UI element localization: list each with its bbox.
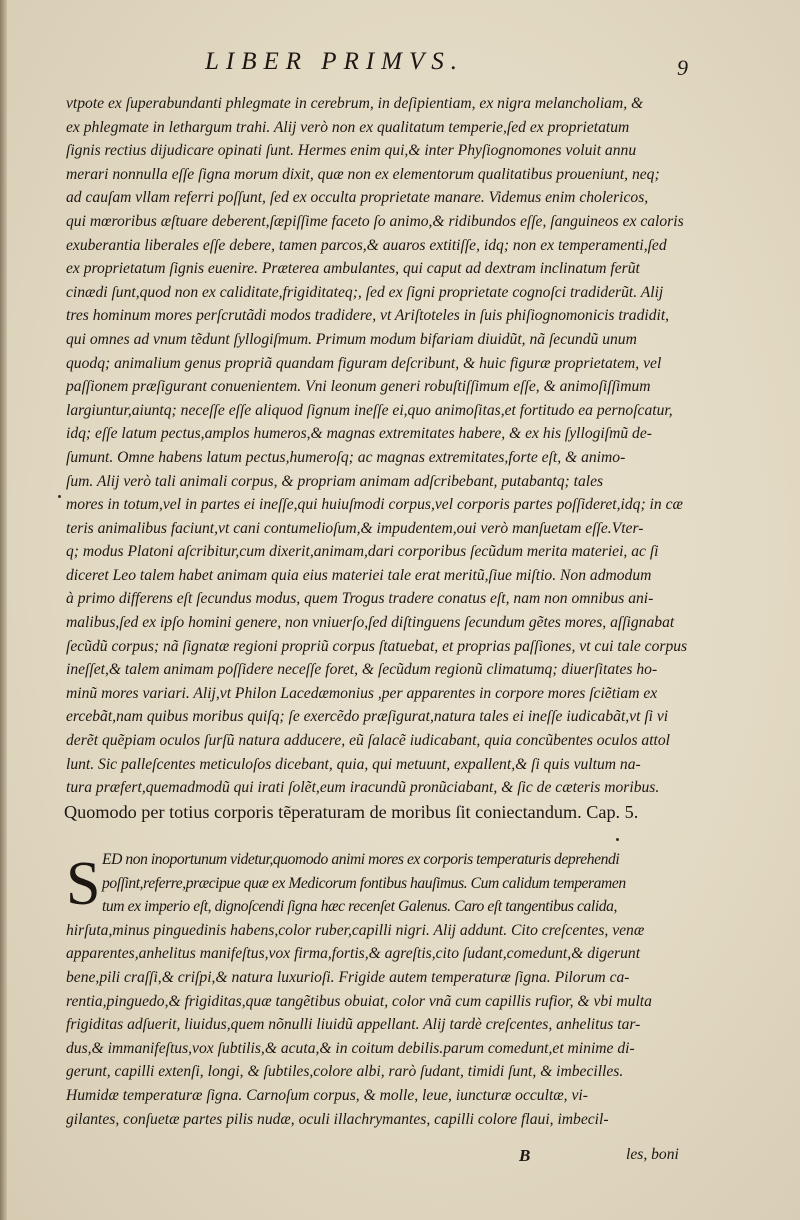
text-line: dus,& immanifeſtus,vox ſubtilis,& acuta,& in coitum debilis.parum comedunt,et minime di- <box>66 1039 635 1057</box>
text-line: lunt. Sic palleſcentes meticuloſos dicebant, quia, qui metuunt, expallent,& ſi quis vultum na- <box>66 755 641 773</box>
text-line: rentia,pinguedo,& frigiditas,quæ tangẽtibus obuiat, color vnã cum capillis rufior, & vbi multa <box>66 992 652 1010</box>
text-line: ED non inoportunum videtur,quomodo animi mores ex corporis temperaturis deprehendi <box>102 851 620 868</box>
text-line: cinædi ſunt,quod non ex caliditate,frigiditateq;, ſed ex ſigni proprietate cognoſci tradiderũt. Alij <box>66 283 664 301</box>
text-line: ſignis rectius dijudicare opinati ſunt. Hermes enim qui,& inter Phyſiognomones voluit annu <box>66 142 637 160</box>
text-line: q; modus Platoni aſcribitur,cum dixerit,animam,dari corporibus ſecũdum merita materiei, ac ſi <box>66 543 659 561</box>
text-line: paſſionem præſigurant conuenientem. Vni leonum generi robuſtiſſimum eſſe, & animoſiſſimum <box>66 378 651 396</box>
text-line: apparentes,anhelitus manifeſtus,vox firma,fortis,& agreſtis,cito ſudant,comedunt,& digerunt <box>66 945 641 963</box>
text-line: hirſuta,minus pinguedinis habens,color ruber,capilli nigri. Alij addunt. Cito creſcentes, venæ <box>66 921 645 939</box>
drop-cap: S <box>66 850 101 918</box>
text-line: poſſint,referre,præcipue quæ ex Medicorum fontibus hauſimus. Cum calidum temperamen <box>102 874 626 892</box>
text-line: gerunt, capilli extenſi, longi, & ſubtiles,colore albi, rarò ſudant, timidi ſunt, & imbecilles. <box>66 1063 624 1081</box>
text-line: ex phlegmate in lethargum trahi. Alij verò non ex qualitatum temperie,ſed ex proprietatum <box>66 118 630 136</box>
text-line: vtpote ex ſuperabundanti phlegmate in cerebrum, in deſipientiam, ex nigra melancholiam, & <box>66 95 644 112</box>
text-line: tura præfert,quemadmodũ qui irati ſolẽt,eum iracundũ pronũciabant, & ſic de cæteris moribus. <box>66 779 660 797</box>
text-line: derẽt quẽpiam oculos ſurſũ natura adducere, eũ ſalacẽ iudicabant, quia concũbentes oculos attol <box>66 732 671 750</box>
text-line: mores in totum,vel in partes ei ineſſe,qui huiuſmodi corpus,vel corporis partes poſſideret,idq; in cæ <box>66 496 683 514</box>
text-line: merari nonnulla eſſe ſigna morum dixit, quæ non ex elementorum qualitatibus proueniunt, neq; <box>66 165 660 183</box>
running-head: LIBER PRIMVS. <box>205 48 465 75</box>
text-line: ercebãt,nam quibus moribus quiſq; ſe exercẽdo præſigurat,natura tales ei ineſſe iudicabãt,vt ſi vi <box>66 708 669 726</box>
text-line: tum ex imperio eſt, dignoſcendi ſigna hæc recenſet Galenus. Caro eſt tangentibus calida, <box>102 898 618 916</box>
text-line: exuberantia liberales eſſe debere, tamen parcos,& auaros extitiſſe, idq; non ex temperamenti,ſed <box>66 236 667 254</box>
page-edge <box>0 0 7 1220</box>
text-line: diceret Leo talem habet animam quia eius materiei tale erat meritũ,ſiue miſtio. Non admodum <box>66 566 652 584</box>
text-line: teris animalibus faciunt,vt cani contumelioſum,& impudentem,oui verò manſuetam eſſe.Vter- <box>66 519 644 537</box>
text-line: ſumunt. Omne habens latum pectus,humeroſq; ac magnas extremitates,forte eſt, & animo- <box>66 448 626 466</box>
text-line: malibus,ſed ex ipſo homini genere, non vniuerſo,ſed diſtinguens ſecundum gẽtes mores, aſſignabat <box>66 614 675 632</box>
text-line: frigiditas adſuerit, liuidus,quem nõnulli liuidũ appellant. Alij tardè creſcentes, anhelitus tar- <box>66 1016 641 1034</box>
text-line: largiuntur,aiuntq; neceſſe eſſe aliquod ſignum ineſſe ei,quo animoſitas,et fortitudo ea pernoſcatur, <box>66 401 673 419</box>
text-line: à primo differens eſt ſecundus modus, quem Trogus tradere conatus eſt, nam non omnibus ani- <box>66 590 654 608</box>
text-line: ineſſet,& talem animam poſſidere neceſſe foret, & ſecũdum regionũ climatumq; diuerſitates ho- <box>66 661 658 679</box>
chapter-heading: Quomodo per totius corporis tẽperaturam de moribus ſit coniectandum. Cap. 5. <box>64 802 639 822</box>
text-line: qui mœroribus æſtuare deberent,ſæpiſſime faceto ſo animo,& ridibundos eſſe, ſanguineos ex caloris <box>66 212 684 230</box>
text-line: minũ mores variari. Alij,vt Philon Lacedæmonius ,per apparentes in corpore mores ſciẽtiam ex <box>66 684 658 702</box>
signature-mark: B <box>519 1146 531 1165</box>
catchword: les, boni <box>626 1146 679 1163</box>
text-line: qui omnes ad vnum tẽdunt ſyllogiſmum. Primum modum bifariam diuidũt, nã ſecundũ unum <box>66 330 637 348</box>
text-line: ad cauſam vllam referri poſſunt, ſed ex occulta proprietate manare. Videmus enim cholericos, <box>66 189 649 207</box>
page-number: 9 <box>677 55 688 80</box>
text-line: quodq; animalium genus propriã quandam figuram deſcribunt, & huic figuræ proprietatem, vel <box>66 354 662 372</box>
text-line: ſum. Alij verò tali animali corpus, & propriam animam adſcribebant, putabantq; tales <box>66 472 604 490</box>
text-line: ſecũdũ corpus; nã ſignatæ regioni propriũ corpus ſtatuebat, et proprias paſſiones, vt cui tale corpus <box>66 637 688 655</box>
ink-speck <box>58 495 61 498</box>
text-line: gilantes, conſuetæ partes pilis nudæ, oculi illachrymantes, capilli colore flaui, imbecil- <box>66 1110 609 1128</box>
text-line: ex proprietatum ſignis euenire. Præterea ambulantes, qui caput ad dextram inclinatum ferũt <box>66 260 640 278</box>
text-line: idq; eſſe latum pectus,amplos humeros,& magnas extremitates habere, & ex his ſyllogiſmũ de- <box>66 425 652 443</box>
text-line: tres hominum mores perſcrutãdi modos tradidere, vt Ariſtoteles in ſuis phiſiognomonicis tradidit, <box>66 307 670 325</box>
chapter-text <box>66 848 734 1131</box>
text-line: bene,pili craſſi,& criſpi,& natura luxurioſi. Frigide autem temperaturæ ſigna. Pilorum ca- <box>66 968 630 986</box>
body-text <box>66 92 734 800</box>
ink-speck <box>616 838 619 841</box>
text-line: Humidæ temperaturæ ſigna. Carnoſum corpus, & molle, leue, iuncturæ occultæ, vi- <box>66 1086 588 1104</box>
